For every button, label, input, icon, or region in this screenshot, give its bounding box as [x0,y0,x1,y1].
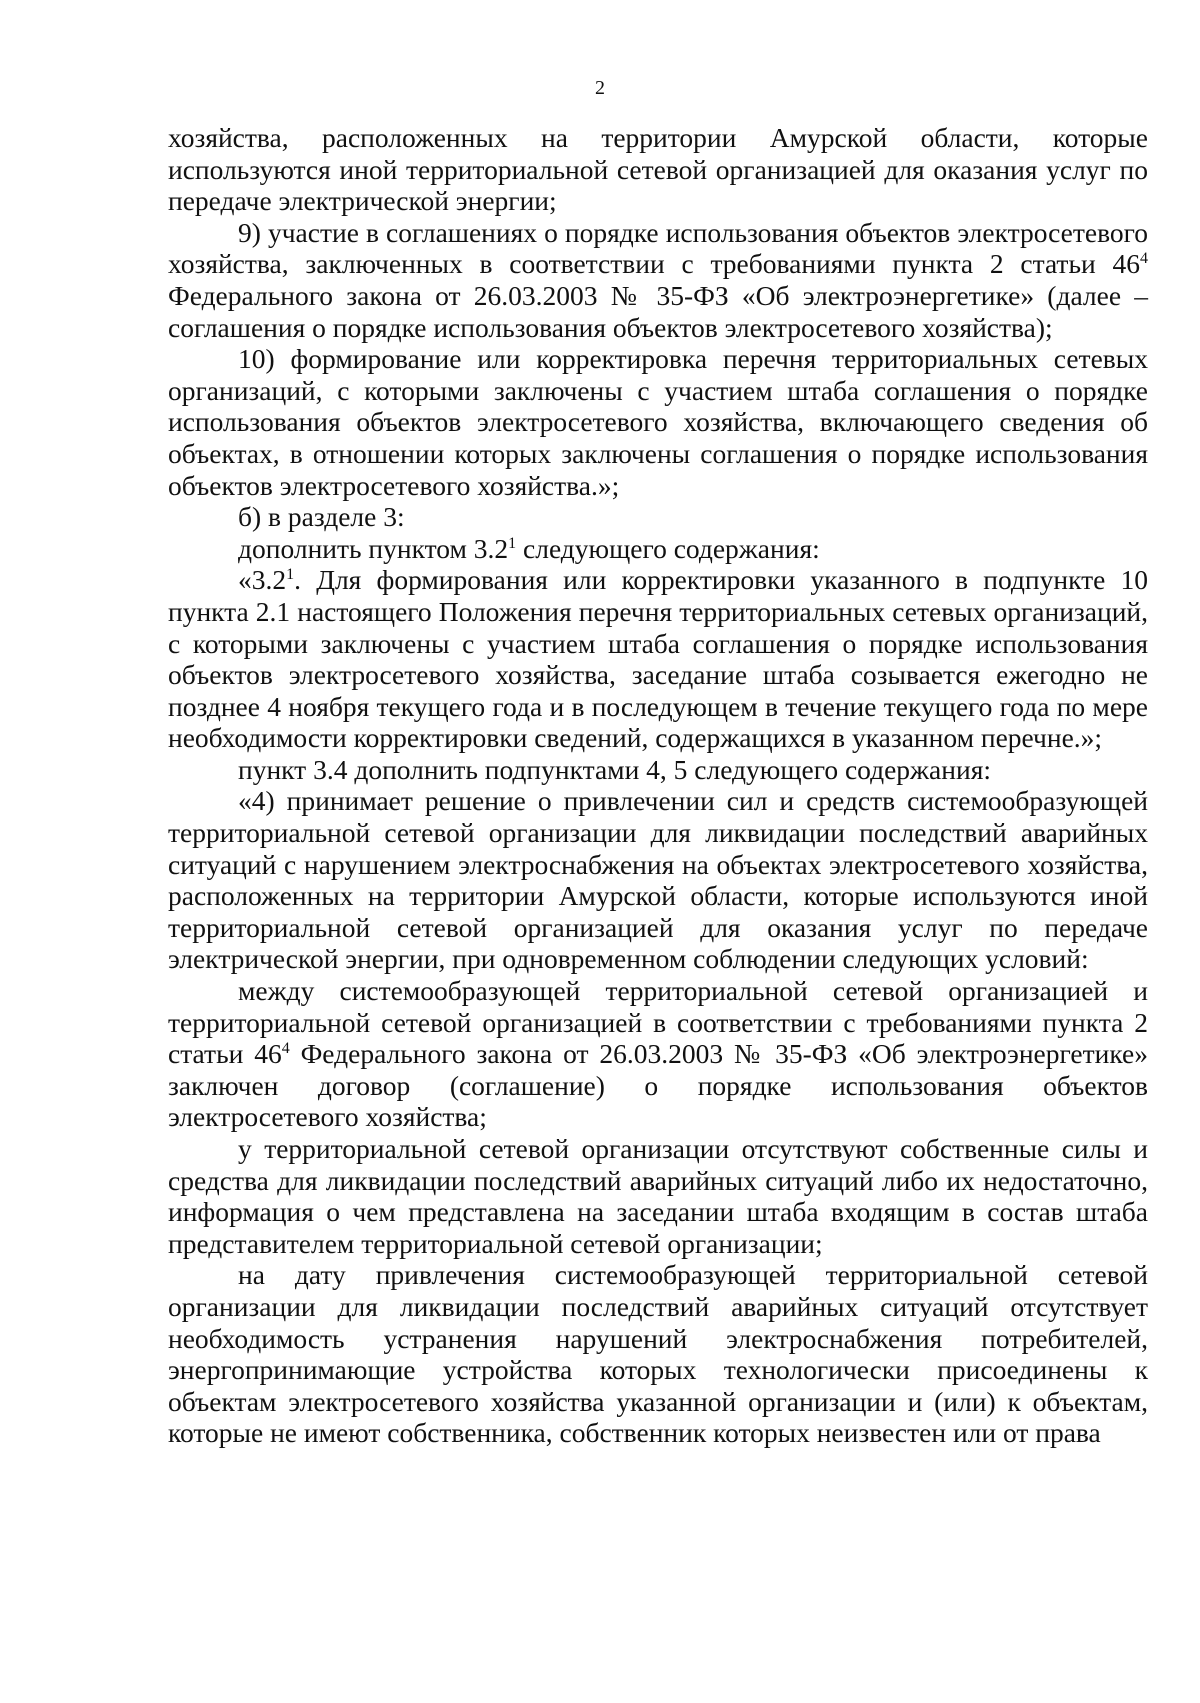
superscript: 4 [281,1040,290,1058]
paragraph-text: . Для формирования или корректировки указанного в подпункте 10 пункта 2.1 настоящего Положения перечня территориальных сетевых организаций, с которыми заключены с участием штаба соглашения о порядке использования объектов электросетевого хозяйства, заседание штаба созывается ежегодно не позднее 4 ноября текущего года и в последующем в течение текущего года по мере необходимости корректировки сведений, содержащихся в указанном перечне.»; [168,564,1148,754]
paragraph-item-10: 10) формирование или корректировка перечня территориальных сетевых организаций, с которыми заключены с участием штаба соглашения о порядке использования объектов электросетевого хозяйства, включающего сведения об объектах, в отношении которых заключены соглашения о порядке использования объектов электросетевого хозяйства.»; [168,343,1148,501]
paragraph-clause-3-2-1 [168,564,1148,754]
paragraph-add-3-2-1 [168,533,1148,565]
paragraph-text: Федерального закона от 26.03.2003 № 35-ФЗ «Об электроэнергетике» (далее – соглашения о порядке использования объектов электросетевого хозяйства); [168,279,1148,343]
page-number: 2 [595,77,605,99]
paragraph-condition-1 [168,975,1148,1133]
paragraph-text: 9) участие в соглашениях о порядке использования объектов электросетевого хозяйства, заключенных в соответствии с требованиями пункта 2 статьи 46 [168,216,1148,280]
paragraph-subclause-4: «4) принимает решение о привлечении сил и средств системообразующей территориальной сетевой организации для ликвидации последствий аварийных ситуаций с нарушением электроснабжения на объектах электросетевого хозяйства, расположенных на территории Амурской области, которые используются иной территориальной сетевой организацией для оказания услуг по передаче электрической энергии, при одновременном соблюдении следующих условий: [168,785,1148,975]
paragraph-text: следующего содержания: [516,532,820,564]
paragraph-section-3: б) в разделе 3: [238,501,405,533]
paragraph-clause-3-4: пункт 3.4 дополнить подпунктами 4, 5 следующего содержания: [238,753,991,785]
paragraph-text: «3.2 [238,564,287,596]
superscript: 1 [286,566,295,584]
paragraph-text: между системообразующей территориальной сетевой организацией и территориальной сетевой организацией в соответствии с требованиями пункта 2 статьи 46 [168,975,1148,1070]
document-body [168,122,1148,1449]
paragraph-condition-3: на дату привлечения системообразующей территориальной сетевой организации для ликвидации последствий аварийных ситуаций отсутствует необходимость устранения нарушений электроснабжения потребителей, энергопринимающие устройства которых технологически присоединены к объектам электросетевого хозяйства указанной организации и (или) к объектам, которые не имеют собственника, собственник которых неизвестен или от права [168,1259,1148,1449]
paragraph-condition-2: у территориальной сетевой организации отсутствуют собственные силы и средства для ликвидации последствий аварийных ситуаций либо их недостаточно, информация о чем представлена на заседании штаба входящим в состав штаба представителем территориальной сетевой организации; [168,1133,1148,1259]
paragraph-text: Федерального закона от 26.03.2003 № 35-ФЗ «Об электроэнергетике» заключен договор (соглашение) о порядке использования объектов электросетевого хозяйства; [168,1038,1148,1133]
paragraph-item-9 [168,217,1148,343]
paragraph-continuation: хозяйства, расположенных на территории Амурской области, которые используются иной территориальной сетевой организацией для оказания услуг по передаче электрической энергии; [168,122,1148,217]
superscript: 4 [1140,250,1148,268]
superscript: 1 [508,534,517,552]
paragraph-text: дополнить пунктом 3.2 [238,532,509,564]
